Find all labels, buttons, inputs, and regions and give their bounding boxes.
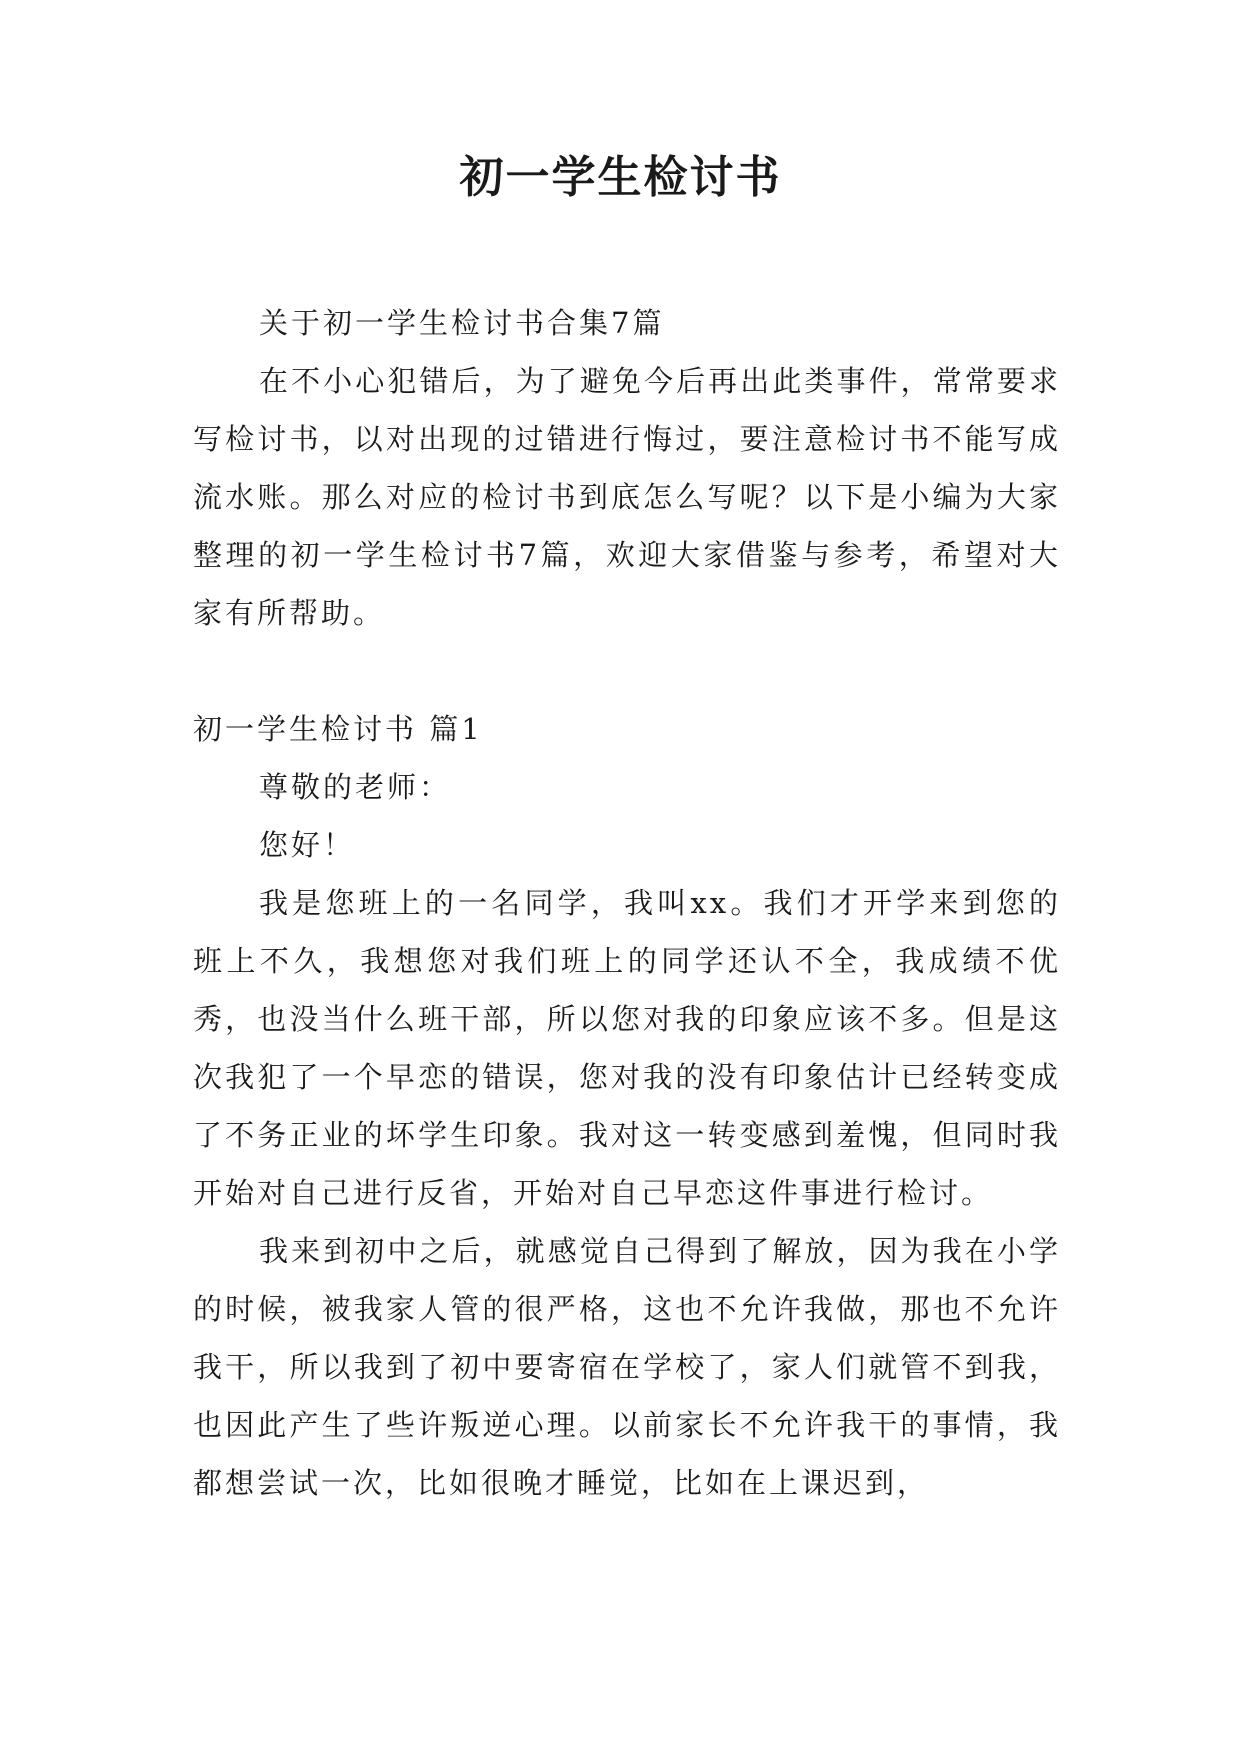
greeting: 您好！: [259, 828, 356, 862]
body-paragraph: 我是您班上的一名同学，我叫xx。我们才开学来到您的班上不久，我想您对我们班上的同学还认不全，我成绩不优秀，也没当什么班干部，所以您对我的印象应该不多。但是这次我犯了一个早恋的错误，您对我的没有印象估计已经转变成了不务正业的坏学生印象。我对这一转变感到羞愧，但同时我开始对自己进行反省，开始对自己早恋这件事进行检讨。: [193, 886, 1061, 1210]
body-paragraph: 我来到初中之后，就感觉自己得到了解放，因为我在小学的时候，被我家人管的很严格，这也不允许我做，那也不允许我干，所以我到了初中要寄宿在学校了，家人们就管不到我，也因此产生了些许叛逆心理。以前家长不允许我干的事情，我都想尝试一次，比如很晚才睡觉，比如在上课迟到，: [193, 1234, 1061, 1500]
salutation: 尊敬的老师：: [259, 770, 452, 804]
document-title: 初一学生检讨书: [459, 152, 782, 203]
document-body: [193, 294, 1061, 1512]
section-heading: 初一学生检讨书 篇1: [193, 712, 483, 746]
intro-heading: 关于初一学生检讨书合集7篇: [259, 306, 665, 340]
intro-paragraph: 在不小心犯错后，为了避免今后再出此类事件，常常要求写检讨书，以对出现的过错进行悔过，要注意检讨书不能写成流水账。那么对应的检讨书到底怎么写呢？以下是小编为大家整理的初一学生检讨书7篇，欢迎大家借鉴与参考，希望对大家有所帮助。: [193, 364, 1061, 630]
